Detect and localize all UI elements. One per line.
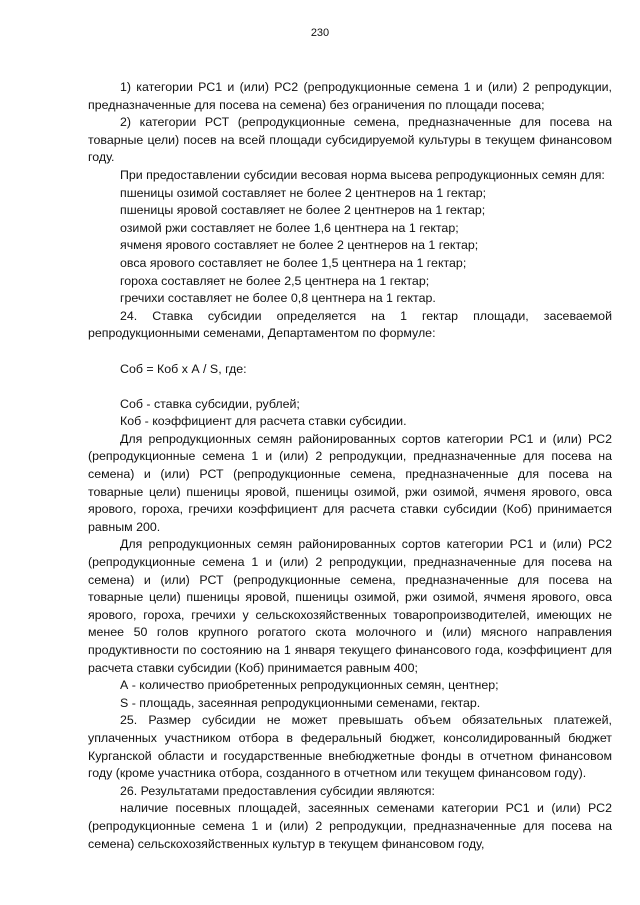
list-item-winter-rye: озимой ржи составляет не более 1,6 центнера на 1 гектар; (120, 220, 459, 235)
list-item-spring-wheat: пшеницы яровой составляет не более 2 центнеров на 1 гектар; (120, 203, 486, 218)
list-item-buckwheat: гречихи составляет не более 0,8 центнера на 1 гектар. (120, 291, 436, 306)
paragraph-coefficient-200: Для репродукционных семян районированных сортов категории РС1 и (или) РС2 (репродукционные семена 1 и (или) 2 репродукции, предназначенные для посева на семена) и (или) РСТ (репродукционные семена, предназначенные для посева на товарные цели) пшеницы яровой, пшеницы озимой, ржи озимой, ячменя ярового, овса ярового, гороха, гречихи коэффициент для расчета ставки субсидии (Коб) принимается равным 200. (88, 431, 612, 534)
paragraph-category-rs1-rs2: 1) категории РС1 и (или) РС2 (репродукционные семена 1 и (или) 2 репродукции, предназначенные для посева на семена) без ограничения по площади посева; (88, 80, 612, 112)
list-item-peas: гороха составляет не более 2,5 центнера на 1 гектар; (120, 273, 430, 288)
list-item-spring-oats: овса ярового составляет не более 1,5 центнера на 1 гектар; (120, 255, 467, 270)
definition-kob: Коб - коэффициент для расчета ставки субсидии. (120, 414, 407, 429)
page-number: 230 (310, 27, 330, 39)
blank-line (88, 343, 612, 361)
paragraph-clause-26: 26. Результатами предоставления субсидии являются: (120, 783, 435, 798)
paragraph-clause-24: 24. Ставка субсидии определяется на 1 гектар площади, засеваемой репродукционными семенами, Департаментом по формуле: (88, 308, 612, 341)
paragraph-coefficient-400: Для репродукционных семян районированных сортов категории РС1 и (или) РС2 (репродукционные семена 1 и (или) 2 репродукции, предназначенные для посева на семена) и (или) РСТ (репродукционные семена, предназначенные для посева на товарные цели) пшеницы яровой, пшеницы озимой, ржи озимой, ячменя ярового, овса ярового, гороха, гречихи у сельскохозяйственных товаропроизводителей, имеющих не менее 50 голов крупного рогатого скота молочного и (или) мясного направления продуктивности по состоянию на 1 января текущего финансового года, коэффициент для расчета ставки субсидии (Коб) принимается равным 400; (88, 537, 612, 675)
paragraph-category-rst: 2) категории РСТ (репродукционные семена, предназначенные для посева на товарные цели) посев на всей площади субсидируемой культуры в текущем финансовом году. (88, 115, 612, 165)
definition-s: S - площадь, засеянная репродукционными семенами, гектар. (120, 695, 481, 710)
document-body (88, 79, 612, 853)
formula: Соб = Коб х А / S, где: (120, 361, 247, 376)
blank-line (88, 378, 612, 396)
definition-a: А - количество приобретенных репродукционных семян, центнер; (120, 678, 499, 693)
list-item-spring-barley: ячменя ярового составляет не более 2 центнеров на 1 гектар; (120, 238, 479, 253)
paragraph-seeding-norm-intro: При предоставлении субсидии весовая норма высева репродукционных семян для: (120, 167, 605, 182)
paragraph-results-sown-area: наличие посевных площадей, засеянных семенами категории РС1 и (или) РС2 (репродукционные семена 1 и (или) 2 репродукции, предназначенные для посева на семена) сельскохозяйственных культур в текущем финансовом году, (88, 801, 612, 851)
list-item-winter-wheat: пшеницы озимой составляет не более 2 центнеров на 1 гектар; (120, 185, 487, 200)
definition-sob: Соб - ставка субсидии, рублей; (120, 396, 300, 411)
paragraph-clause-25: 25. Размер субсидии не может превышать объем обязательных платежей, уплаченных участником отбора в федеральный бюджет, консолидированный бюджет Курганской области и государственные внебюджетные фонды в отчетном финансовом году (кроме участника отбора, созданного в отчетном или текущем финансовом году). (88, 713, 612, 781)
